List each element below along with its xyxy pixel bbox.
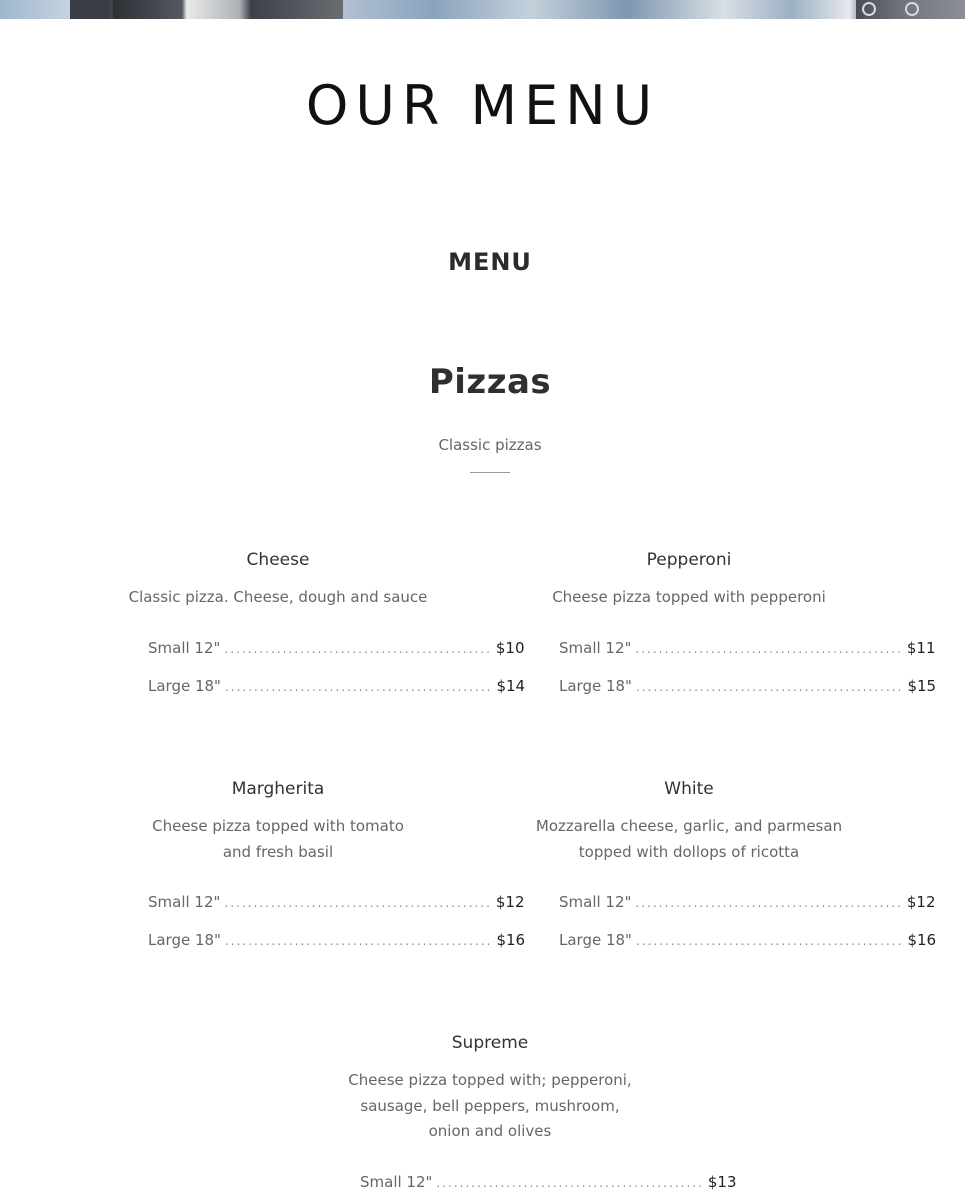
menu-item-white [535, 777, 937, 967]
price-leader: .............................................. [224, 642, 492, 656]
price-label: Large 18" [148, 677, 221, 695]
item-description: Cheese pizza topped with tomato and fresh basil [152, 817, 404, 861]
item-description: Mozzarella cheese, garlic, and parmesan topped with dollops of ricotta [535, 817, 843, 861]
price-value: $16 [907, 931, 937, 949]
price-label: Small 12" [148, 639, 221, 657]
page-title: OUR MENU [305, 74, 660, 137]
item-name: White [664, 779, 714, 799]
menu-heading: MENU [448, 248, 532, 276]
price-row [559, 930, 937, 951]
item-description: Classic pizza. Cheese, dough and sauce [128, 588, 428, 606]
price-value: $11 [906, 639, 936, 657]
price-value: $14 [496, 677, 526, 695]
price-row [148, 676, 526, 697]
menu-item-cheese [128, 548, 526, 708]
item-name: Margherita [231, 779, 325, 799]
price-leader: .............................................. [224, 896, 492, 910]
item-name: Supreme [451, 1033, 529, 1053]
price-leader: .............................................. [224, 934, 493, 948]
item-description: Cheese pizza topped with; pepperoni, sausage, bell peppers, mushroom, onion and olives [348, 1071, 632, 1140]
price-label: Large 18" [148, 931, 221, 949]
price-value: $10 [495, 639, 525, 657]
item-name: Cheese [246, 550, 310, 570]
price-row [559, 892, 936, 913]
price-label: Large 18" [559, 931, 632, 949]
item-name: Pepperoni [646, 550, 732, 570]
price-label: Small 12" [148, 893, 221, 911]
price-row [559, 676, 937, 697]
menu-item-supreme [340, 1031, 737, 1201]
price-value: $15 [907, 677, 937, 695]
menu-item-margherita [128, 777, 526, 967]
price-leader: .............................................. [635, 896, 903, 910]
section-title: Pizzas [428, 362, 552, 402]
price-row [360, 1172, 737, 1193]
clock-icon [862, 2, 876, 16]
price-label: Small 12" [559, 639, 632, 657]
price-row [148, 930, 526, 951]
price-row [148, 638, 525, 659]
price-row [148, 892, 525, 913]
price-value: $13 [707, 1173, 737, 1191]
section-divider [470, 472, 510, 473]
price-leader: .............................................. [224, 680, 493, 694]
building-shape [70, 0, 110, 19]
building-shape [113, 0, 343, 19]
price-leader: .............................................. [635, 934, 904, 948]
price-value: $12 [495, 893, 525, 911]
price-value: $16 [496, 931, 526, 949]
item-description: Cheese pizza topped with pepperoni [552, 588, 826, 606]
price-leader: .............................................. [635, 680, 904, 694]
hero-image-strip [0, 0, 965, 19]
price-label: Small 12" [559, 893, 632, 911]
price-leader: .............................................. [436, 1176, 704, 1190]
section-description: Classic pizzas [438, 436, 542, 454]
menu-item-pepperoni [539, 548, 937, 708]
price-label: Large 18" [559, 677, 632, 695]
price-label: Small 12" [360, 1173, 433, 1191]
price-leader: .............................................. [635, 642, 903, 656]
price-row [559, 638, 936, 659]
clock-icon [905, 2, 919, 16]
price-value: $12 [906, 893, 936, 911]
